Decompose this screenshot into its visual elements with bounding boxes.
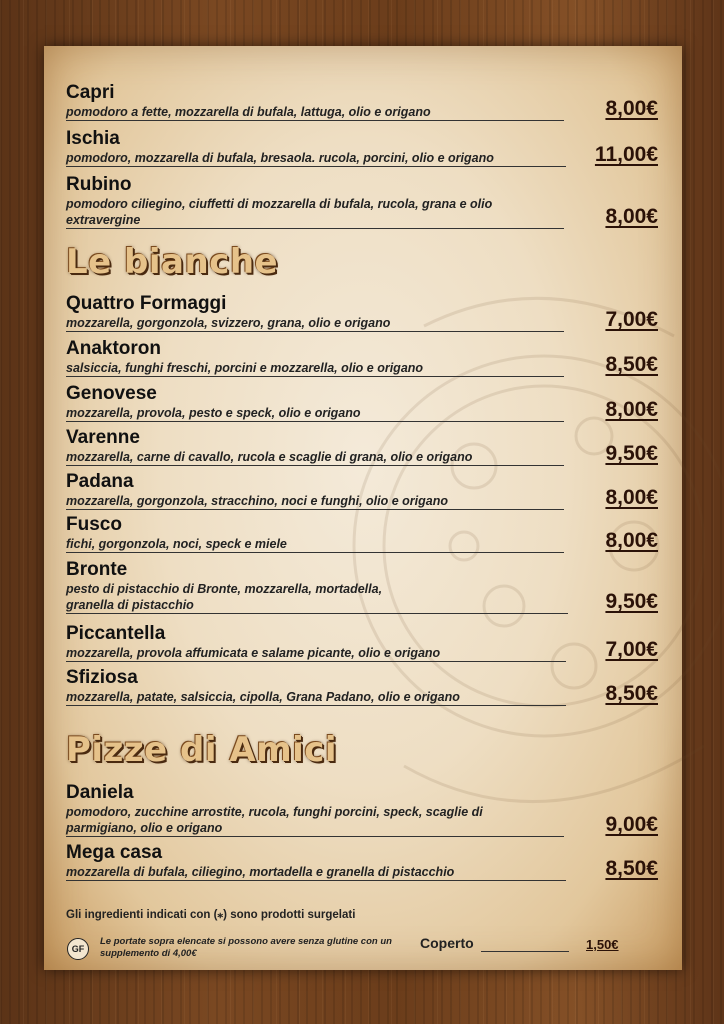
menu-item-genovese xyxy=(66,383,658,422)
item-name: Daniela xyxy=(66,782,134,803)
menu-item-quattro-formaggi xyxy=(66,293,658,332)
item-description-line-2: parmigiano, olio e origano xyxy=(66,820,564,837)
item-price: 8,50€ xyxy=(605,682,658,705)
item-name: Sfiziosa xyxy=(66,667,138,688)
coperto-label: Coperto xyxy=(420,935,474,951)
item-description: mozzarella, gorgonzola, stracchino, noci e funghi, olio e origano xyxy=(66,493,564,510)
menu-item-mega-casa xyxy=(66,842,658,881)
item-description-line-1: pomodoro ciliegino, ciuffetti di mozzarella di bufala, rucola, grana e olio xyxy=(66,197,493,211)
menu-item-padana xyxy=(66,471,658,510)
item-price: 9,00€ xyxy=(605,813,658,836)
item-price: 9,50€ xyxy=(605,590,658,613)
menu-item-rubino xyxy=(66,174,658,229)
gluten-free-note: Le portate sopra elencate si possono avere senza glutine con un supplemento di 4,00€ xyxy=(100,936,392,959)
item-description: mozzarella di bufala, ciliegino, mortadella e granella di pistacchio xyxy=(66,864,566,881)
item-price: 8,00€ xyxy=(605,486,658,509)
menu-item-bronte xyxy=(66,559,658,614)
item-price: 8,50€ xyxy=(605,353,658,376)
item-name: Rubino xyxy=(66,174,132,195)
item-name: Varenne xyxy=(66,427,140,448)
item-description: salsiccia, funghi freschi, porcini e mozzarella, olio e origano xyxy=(66,360,564,377)
item-price: 7,00€ xyxy=(605,638,658,661)
item-name: Fusco xyxy=(66,514,122,535)
section-title-bianche: Le bianche xyxy=(66,242,279,282)
item-name: Genovese xyxy=(66,383,157,404)
item-price: 8,00€ xyxy=(605,398,658,421)
menu-item-daniela xyxy=(66,782,658,837)
item-name: Bronte xyxy=(66,559,128,580)
item-description-line-2: extravergine xyxy=(66,212,564,229)
gluten-free-icon: GF xyxy=(67,938,89,960)
section-title-amici: Pizze di Amici xyxy=(66,730,338,770)
item-description: mozzarella, patate, salsiccia, cipolla, Grana Padano, olio e origano xyxy=(66,689,566,706)
menu-item-fusco xyxy=(66,514,658,553)
item-description-line-2: granella di pistacchio xyxy=(66,597,568,614)
menu-item-ischia xyxy=(66,128,658,167)
menu-item-sfiziosa xyxy=(66,667,658,706)
item-description-line-1: pomodoro, zucchine arrostite, rucola, funghi porcini, speck, scaglie di xyxy=(66,805,483,819)
item-name: Ischia xyxy=(66,128,120,149)
item-price: 8,50€ xyxy=(605,857,658,880)
item-name: Quattro Formaggi xyxy=(66,293,227,314)
item-description-line-1: pesto di pistacchio di Bronte, mozzarella, mortadella, xyxy=(66,582,383,596)
menu-item-piccantella xyxy=(66,623,658,662)
item-name: Mega casa xyxy=(66,842,163,863)
item-description: mozzarella, gorgonzola, svizzero, grana, olio e origano xyxy=(66,315,564,332)
item-price: 7,00€ xyxy=(605,308,658,331)
item-price: 8,00€ xyxy=(605,205,658,228)
item-price: 8,00€ xyxy=(605,97,658,120)
coperto-leader-line xyxy=(481,951,569,952)
item-description: mozzarella, carne di cavallo, rucola e scaglie di grana, olio e origano xyxy=(66,449,564,466)
item-name: Piccantella xyxy=(66,623,166,644)
item-price: 9,50€ xyxy=(605,442,658,465)
item-price: 11,00€ xyxy=(594,143,658,166)
menu-item-anaktoron xyxy=(66,338,658,377)
item-description: pomodoro, mozzarella di bufala, bresaola. rucola, porcini, olio e origano xyxy=(66,150,566,167)
item-name: Padana xyxy=(66,471,134,492)
frozen-ingredients-note: Gli ingredienti indicati con (⁎) sono prodotti surgelati xyxy=(66,909,356,921)
item-description: pomodoro a fette, mozzarella di bufala, lattuga, olio e origano xyxy=(66,104,564,121)
menu-item-varenne xyxy=(66,427,658,466)
coperto-price: 1,50€ xyxy=(586,937,619,952)
item-price: 8,00€ xyxy=(605,529,658,552)
item-description: mozzarella, provola, pesto e speck, olio e origano xyxy=(66,405,564,422)
item-description: fichi, gorgonzola, noci, speck e miele xyxy=(66,536,564,553)
item-name: Capri xyxy=(66,82,115,103)
item-description: mozzarella, provola affumicata e salame picante, olio e origano xyxy=(66,645,566,662)
menu-item-capri xyxy=(66,82,658,121)
item-name: Anaktoron xyxy=(66,338,161,359)
